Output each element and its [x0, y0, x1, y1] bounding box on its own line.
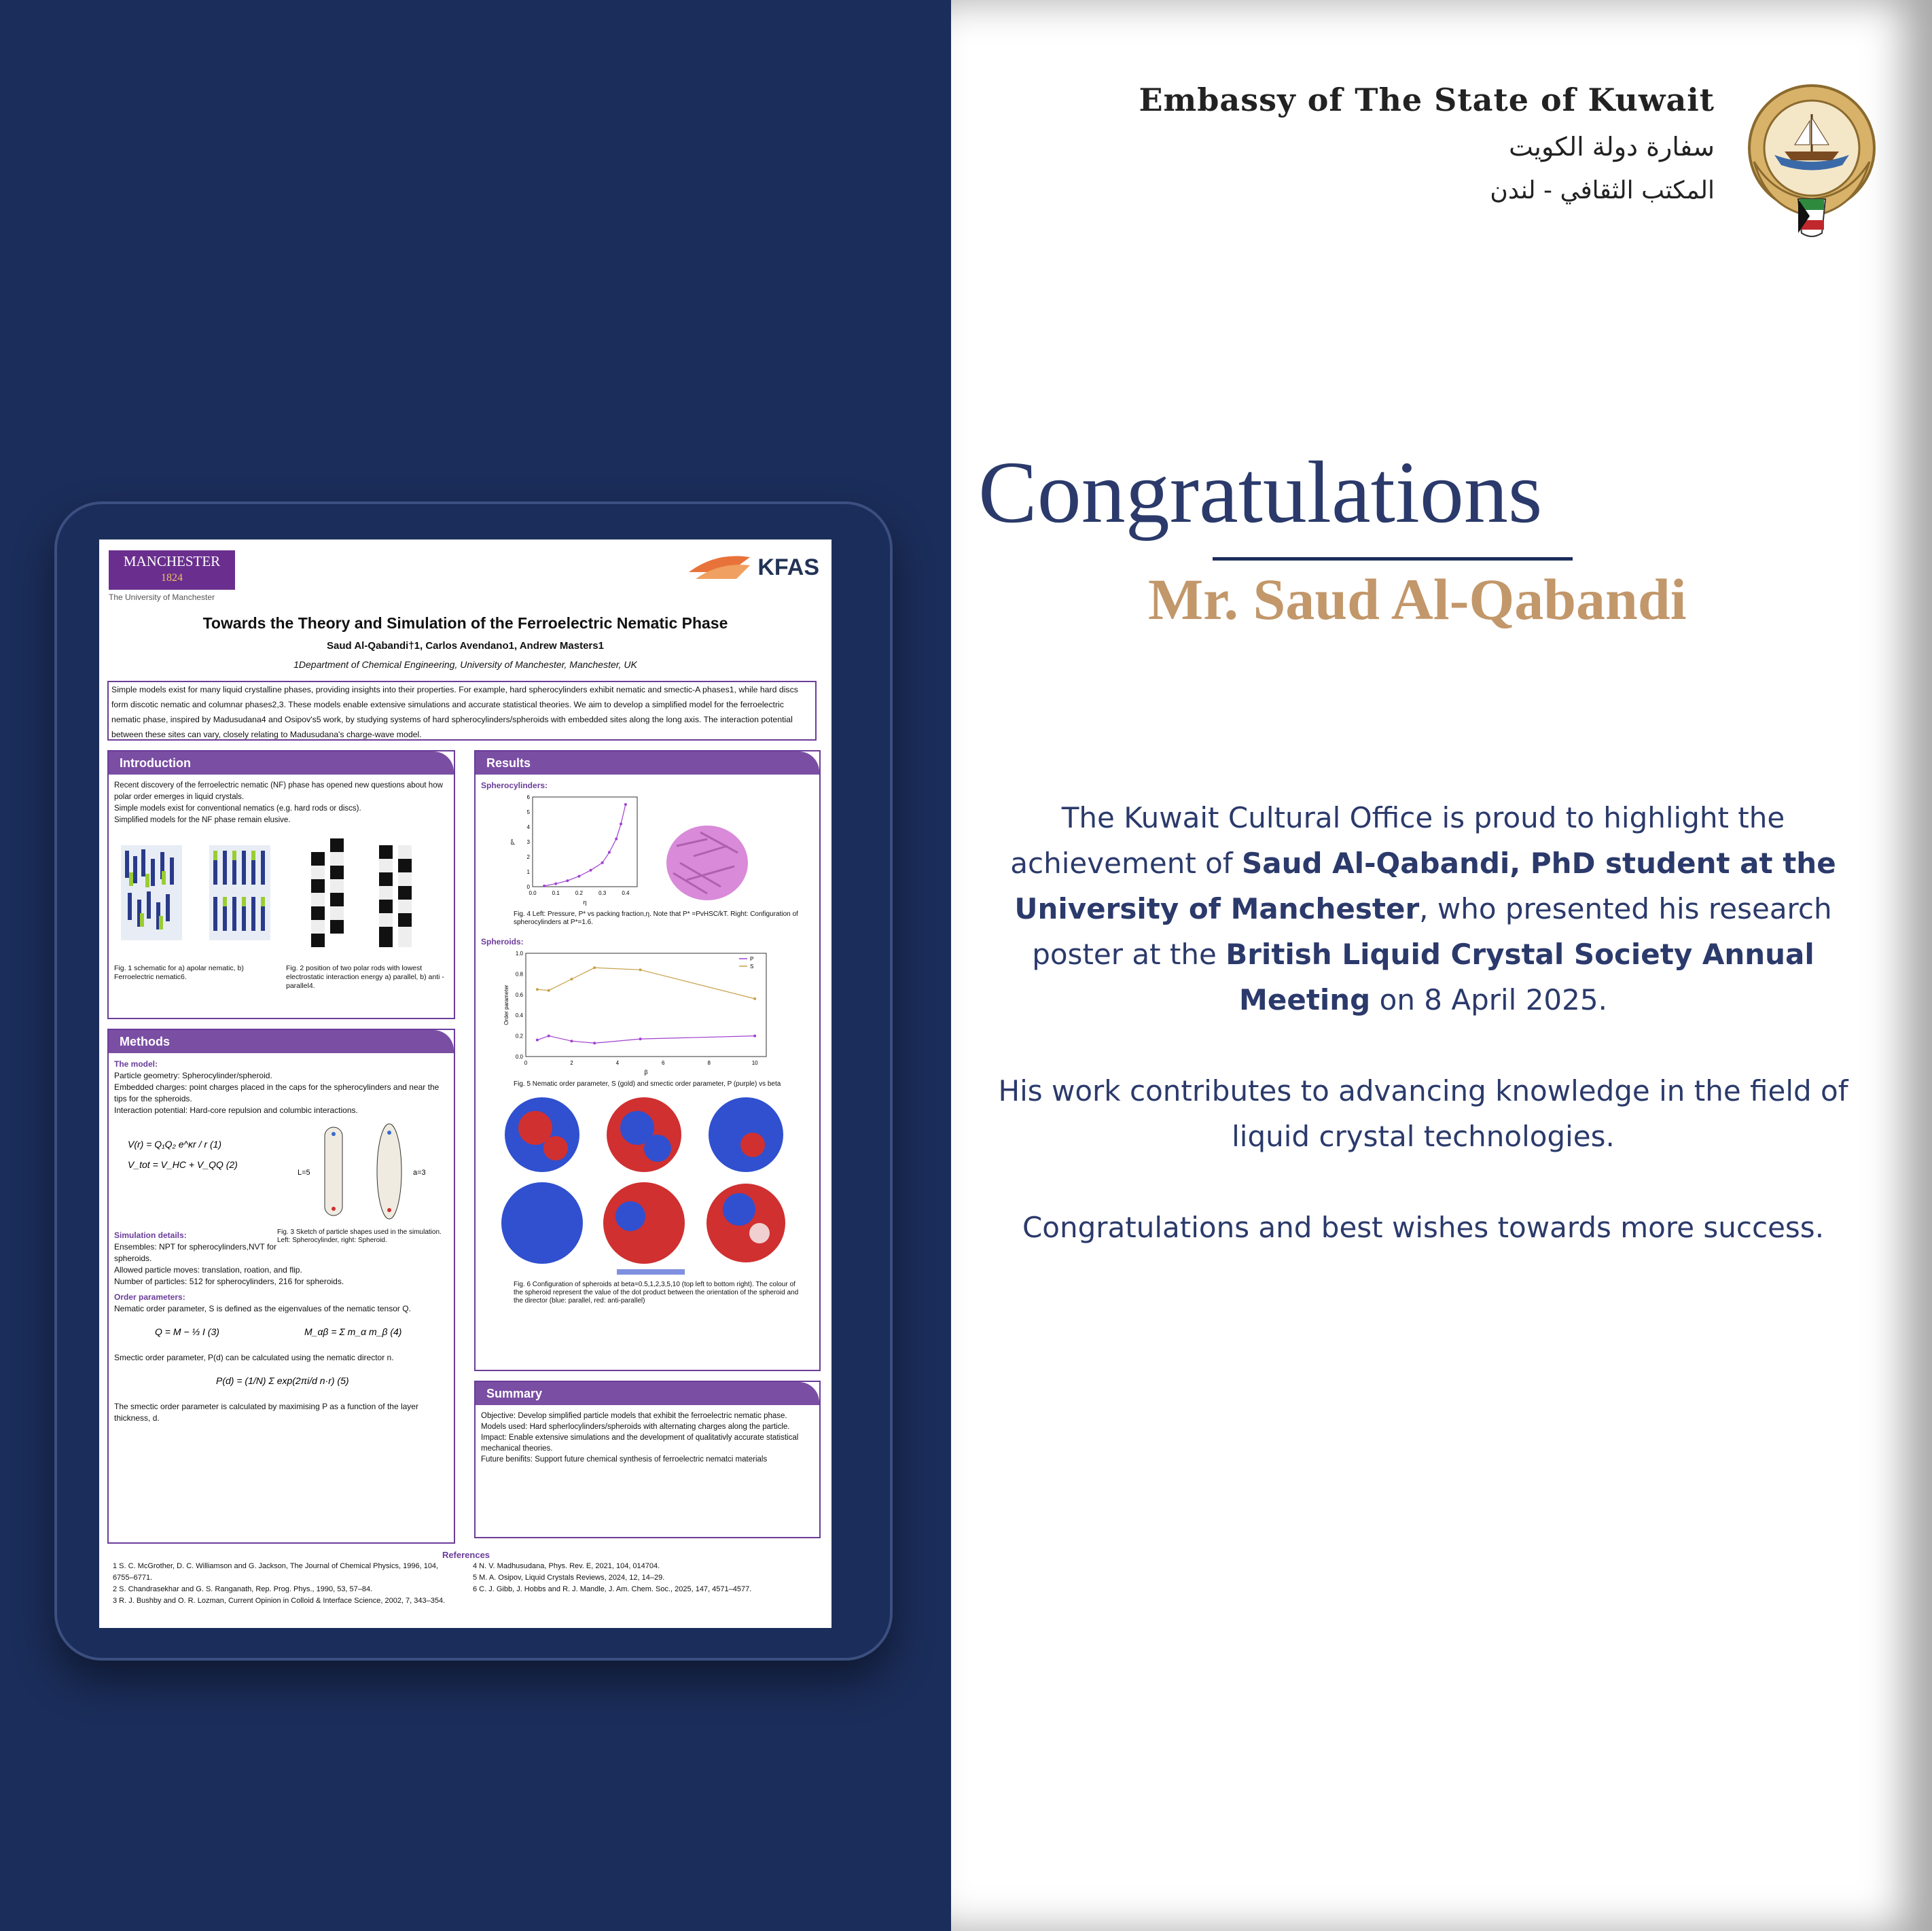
data-point-S [548, 989, 550, 992]
poster-department: 1Department of Chemical Engineering, University of Manchester, Manchester, UK [293, 659, 637, 670]
congratulations-heading: Congratulations [978, 444, 1543, 542]
references-heading: References [442, 1550, 490, 1560]
series-line-P [537, 1036, 755, 1044]
legend-label-S: S [750, 963, 754, 970]
model-subheading: The model: [114, 1059, 158, 1069]
series-line-S [537, 968, 755, 999]
svg-text:a=3: a=3 [413, 1169, 426, 1177]
y-tick-label: 2 [526, 854, 530, 860]
fig4-caption: Fig. 4 Left: Pressure, P* vs packing fraction,η. Note that P* =PvHSC/kT. Right: Configuration of spherocylinders at P*=1.6. [514, 910, 798, 926]
y-tick-label: 5 [526, 809, 530, 815]
data-point-P* [543, 885, 545, 887]
equation-5 [114, 1364, 448, 1398]
methods-heading: Methods [109, 1030, 454, 1053]
data-point-S [639, 968, 642, 971]
results-heading: Results [476, 751, 819, 775]
data-point-P [593, 1042, 596, 1044]
data-point-P* [590, 869, 592, 872]
x-tick-label: 0.1 [552, 890, 560, 896]
x-tick-label: 0.4 [622, 890, 630, 896]
x-tick-label: 8 [707, 1060, 711, 1066]
fig6-caption: Fig. 6 Configuration of spheroids at beta=0.5,1,2,3,5,10 (top left to bottom right). The colour of the spheroid represent the value of the dot product between the orientation of the spheroid and the director (blue: parallel, red: anti-parallel) [514, 1281, 799, 1305]
model-figure [114, 1120, 448, 1222]
svg-text:Q = M − ⅓ I (3): Q = M − ⅓ I (3) [155, 1326, 219, 1337]
data-point-S [593, 966, 596, 969]
data-point-P* [577, 875, 580, 878]
reference-item: 2 S. Chandrasekhar and G. S. Ranganath, Rep. Prog. Phys., 1990, 53, 57–84. [113, 1585, 373, 1593]
intro-item: Recent discovery of the ferroelectric nematic (NF) phase has opened new questions about how polar order emerges in liquid crystals. [114, 781, 443, 801]
data-point-P* [624, 803, 627, 806]
summary-section [474, 1381, 821, 1538]
spherocylinder-configuration [660, 819, 755, 907]
poster-title: Towards the Theory and Simulation of the Ferroelectric Nematic Phase [202, 614, 728, 632]
data-point-P [548, 1035, 550, 1038]
x-tick-label: 10 [751, 1060, 758, 1066]
y-tick-label: 6 [526, 794, 530, 800]
y-axis-label: Order parameter [503, 985, 509, 1025]
data-point-P* [615, 838, 618, 840]
data-point-P* [608, 851, 611, 853]
research-poster [99, 539, 831, 1628]
y-tick-label: 0.6 [515, 991, 523, 998]
intro-heading: Introduction [109, 751, 454, 775]
summary-heading: Summary [476, 1382, 819, 1405]
intro-figures [114, 832, 448, 961]
svg-text:V(r) = Q₁Q₂ e^κr / r (1): V(r) = Q₁Q₂ e^κr / r (1) [128, 1139, 222, 1150]
fig1-caption: Fig. 1 schematic for a) apolar nematic, b) Ferroelectric nematic6. [114, 964, 244, 981]
reference-item: 4 N. V. Madhusudana, Phys. Rev. E, 2021, 104, 014704. [473, 1562, 660, 1570]
fig3-caption: Fig. 3 Sketch of particle shapes used in the simulation. Left: Spherocylinder, right: Spheroid. [277, 1228, 442, 1244]
data-point-P* [554, 883, 557, 885]
x-axis-label: η [583, 899, 587, 906]
data-point-P* [601, 862, 604, 864]
reference-item: 6 C. J. Gibb, J. Hobbs and R. J. Mandle, J. Am. Chem. Soc., 2025, 147, 4571–4577. [473, 1585, 752, 1593]
x-tick-label: 2 [570, 1060, 573, 1066]
summary-item: Objective: Develop simplified particle models that exhibit the ferroelectric nematic phase. [481, 1412, 787, 1420]
y-tick-label: 3 [526, 839, 530, 845]
pressure-chart [508, 792, 644, 907]
reference-item: 1 S. C. McGrother, D. C. Williamson and G. Jackson, The Journal of Chemical Physics, 1996, 104, 6755–6771. [113, 1562, 439, 1582]
manchester-logo: MANCHESTER 1824 [109, 550, 235, 590]
order-item: Nematic order parameter, S is defined as the eigenvalues of the nematic tensor Q. [114, 1304, 411, 1313]
model-item: Interaction potential: Hard-core repulsion and columbic interactions. [114, 1105, 358, 1115]
heading-underline [1213, 557, 1573, 561]
y-tick-label: 1.0 [515, 951, 523, 957]
announcement-paragraph-1: The Kuwait Cultural Office is proud to highlight the achievement of Saud Al-Qabandi, PhD student at the University of Manchester, who presented his research poster at the British Liquid Crystal Society Annual Meeting on 8 April 2025. [1010, 801, 1836, 1016]
order-item: The smectic order parameter is calculated by maximising P as a function of the layer thickness, d. [114, 1402, 418, 1423]
poster-abstract: Simple models exist for many liquid crystalline phases, providing insights into their properties. For example, hard spherocylinders exhibit nematic and smectic-A phases1, while hard discs form discotic nematic and columnar phases2,3. These models enable extensive simulations and accurate statistical theories. We aim to develop a simplified model for the ferroelectric nematic phase, inspired by Madusudana4 and Osipov's5 work, by studying systems of hard spherocylinders/spheroids with embedded sites along the long axis. The interaction potential between these sites can vary, closely relating to Madusudana's charge-wave model. [107, 681, 817, 741]
tablet-frame [54, 501, 893, 1661]
svg-text:M_αβ = Σ m_α m_β (4): M_αβ = Σ m_α m_β (4) [304, 1326, 402, 1337]
order-item: Smectic order parameter, P(d) can be calculated using the nematic director n. [114, 1353, 394, 1362]
methods-section [107, 1029, 455, 1544]
sim-item: Allowed particle moves: translation, roation, and flip. [114, 1265, 302, 1275]
legend-label-P: P [750, 956, 754, 962]
spheroid-configurations [495, 1094, 807, 1277]
announcement-paragraph-2: His work contributes to advancing knowledge in the field of liquid crystal technologies. [998, 1074, 1848, 1153]
intro-section [107, 750, 455, 1019]
honoree-name: Mr. Saud Al-Qabandi [1148, 567, 1687, 632]
reference-item: 5 M. A. Osipov, Liquid Crystals Reviews, 2024, 12, 14–29. [473, 1574, 665, 1582]
fig2-caption: Fig. 2 position of two polar rods with lowest electrostatic interaction energy a) parallel, b) anti -parallel4. [286, 964, 444, 990]
x-tick-label: 0.2 [575, 890, 584, 896]
svg-text:P(d) = (1/N) Σ exp(2πi/d n·r): P(d) = (1/N) Σ exp(2πi/d n·r) (5) [216, 1375, 349, 1386]
y-tick-label: 0.4 [515, 1012, 523, 1019]
x-tick-label: 4 [615, 1060, 620, 1066]
results-section [474, 750, 821, 1371]
data-point-P* [620, 823, 622, 826]
y-tick-label: 4 [526, 824, 530, 830]
references [113, 1549, 819, 1607]
spheroids-subheading: Spheroids: [481, 937, 524, 946]
y-tick-label: 0.2 [515, 1033, 523, 1040]
embassy-title: Embassy of The State of Kuwait [1139, 82, 1715, 118]
data-point-S [753, 997, 756, 1000]
kfas-logo-icon [689, 552, 750, 592]
kfas-logo-text: KFAS [757, 554, 819, 580]
svg-text:V_tot = V_HC + V_QQ (2): V_tot = V_HC + V_QQ (2) [128, 1159, 238, 1170]
x-tick-label: 6 [662, 1060, 665, 1066]
cultural-office-arabic: المكتب الثقافي - لندن [1490, 177, 1715, 205]
sim-item: Number of particles: 512 for spherocylinders, 216 for spheroids. [114, 1277, 344, 1286]
series-line-P* [544, 804, 626, 886]
embassy-arabic-name: سفارة دولة الكويت [1509, 132, 1715, 162]
summary-item: Models used: Hard spherlocylinders/spheroids with alternating charges along the particle. [481, 1423, 790, 1431]
order-parameter-chart [501, 948, 773, 1077]
x-tick-label: 0.0 [529, 890, 537, 896]
x-tick-label: 0.3 [598, 890, 607, 896]
data-point-P* [566, 879, 569, 882]
manchester-logo-subtitle: The University of Manchester [109, 592, 215, 602]
y-tick-label: 0.0 [515, 1054, 523, 1060]
data-point-P [639, 1038, 642, 1040]
model-item: Embedded charges: point charges placed in the caps for the spherocylinders and near the tips for the spheroids. [114, 1082, 440, 1103]
announcement-paragraph-3: Congratulations and best wishes towards more success. [1022, 1211, 1825, 1244]
data-point-P [570, 1040, 573, 1042]
model-item: Particle geometry: Spherocylinder/spheroid. [114, 1071, 272, 1080]
intro-item: Simplified models for the NF phase remain elusive. [114, 816, 291, 824]
equation-3-4 [114, 1315, 448, 1349]
kuwait-emblem-icon [1734, 80, 1890, 243]
data-point-S [570, 978, 573, 980]
intro-item: Simple models exist for conventional nematics (e.g. hard rods or discs). [114, 804, 361, 813]
svg-text:L=5: L=5 [298, 1169, 310, 1177]
y-tick-label: 0.8 [515, 971, 523, 978]
sphero-subheading: Spherocylinders: [481, 781, 548, 790]
y-tick-label: 0 [526, 884, 530, 890]
embassy-header [1139, 82, 1715, 205]
summary-item: Impact: Enable extensive simulations and the development of qualitativly accurate statistical mechanical theories. [481, 1434, 799, 1453]
fig5-caption: Fig. 5 Nematic order parameter, S (gold) and smectic order parameter, P (purple) vs beta [514, 1080, 781, 1088]
summary-item: Future benifits: Support future chemical synthesis of ferroelectric nematci materials [481, 1455, 768, 1464]
reference-item: 3 R. J. Bushby and O. R. Lozman, Current Opinion in Colloid & Interface Science, 2002, 7, 343–354. [113, 1597, 446, 1605]
data-point-P [753, 1035, 756, 1038]
poster-authors: Saud Al-Qabandi†1, Carlos Avendano1, Andrew Masters1 [327, 640, 604, 652]
sim-subheading: Simulation details: [114, 1230, 187, 1240]
y-tick-label: 1 [526, 869, 530, 875]
announcement-body [978, 795, 1868, 1296]
sim-item: Ensembles: NPT for spherocylinders,NVT for spheroids. [114, 1242, 276, 1263]
plot-frame [526, 953, 766, 1057]
data-point-S [536, 988, 539, 991]
data-point-P [536, 1039, 539, 1042]
order-subheading: Order parameters: [114, 1292, 185, 1302]
x-axis-label: β [644, 1069, 648, 1076]
y-axis-label: P* [510, 838, 516, 845]
x-tick-label: 0 [524, 1060, 528, 1066]
